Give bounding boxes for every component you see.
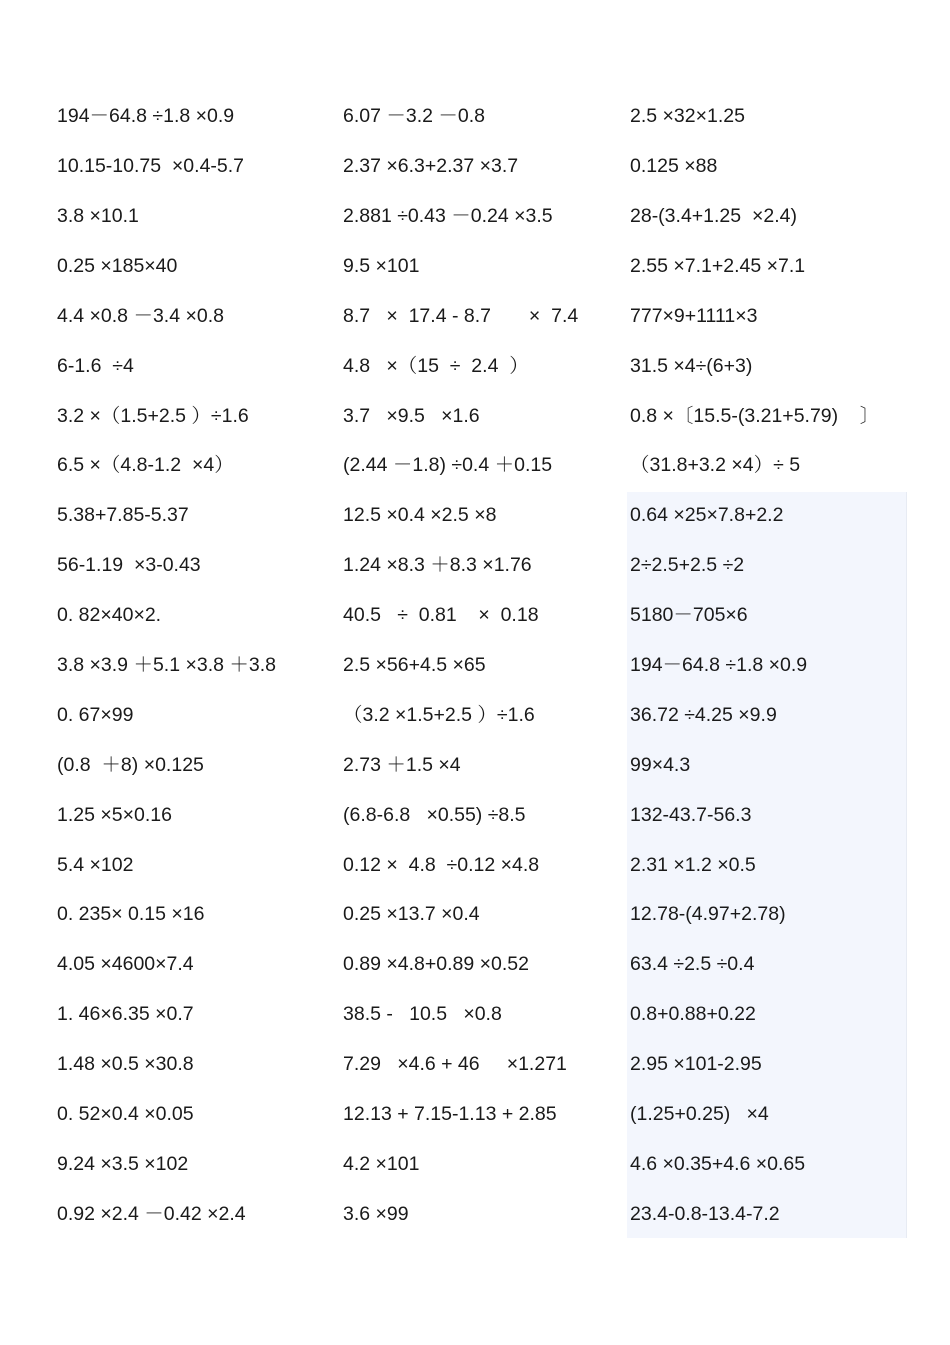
exercise-cell: 4.8 ×（15 ÷ 2.4 ） <box>343 354 529 377</box>
exercise-cell: （31.8+3.2 ×4）÷ 5 <box>630 454 801 477</box>
exercise-cell: 4.6 ×0.35+4.6 ×0.65 <box>630 1152 806 1175</box>
exercise-cell: 3.8 ×10.1 <box>57 204 139 227</box>
exercise-cell: 31.5 ×4÷(6+3) <box>630 354 753 377</box>
exercise-cell: 12.78-(4.97+2.78) <box>630 903 786 926</box>
exercise-cell: 2.73 ＋1.5 ×4 <box>343 753 461 776</box>
exercise-cell: 40.5 ÷ 0.81 × 0.18 <box>343 604 539 627</box>
exercise-cell: 2.5 ×32×1.25 <box>630 105 745 128</box>
exercise-cell: 6.5 ×（4.8-1.2 ×4） <box>57 454 234 477</box>
exercise-cell: 0.25 ×13.7 ×0.4 <box>343 903 480 926</box>
exercise-cell: 194－64.8 ÷1.8 ×0.9 <box>57 105 235 128</box>
exercise-cell: 28-(3.4+1.25 ×2.4) <box>630 204 797 227</box>
exercise-grid <box>57 92 917 1239</box>
exercise-cell: 1. 46×6.35 ×0.7 <box>57 1003 194 1026</box>
exercise-cell: 2.37 ×6.3+2.37 ×3.7 <box>343 155 519 178</box>
exercise-cell: （3.2 ×1.5+2.5 ）÷1.6 <box>343 703 535 726</box>
exercise-cell: 1.24 ×8.3 ＋8.3 ×1.76 <box>343 554 532 577</box>
exercise-cell: 8.7 × 17.4 - 8.7 × 7.4 <box>343 304 579 327</box>
exercise-cell: 0.8+0.88+0.22 <box>630 1003 756 1026</box>
exercise-cell: 132-43.7-56.3 <box>630 803 752 826</box>
exercise-cell: 12.13 + 7.15-1.13 + 2.85 <box>343 1103 557 1125</box>
exercise-cell: 38.5 - 10.5 ×0.8 <box>343 1003 502 1026</box>
exercise-cell: 0. 235× 0.15 ×16 <box>57 903 205 926</box>
exercise-cell: 0.92 ×2.4 －0.42 ×2.4 <box>57 1202 246 1225</box>
exercise-cell: 10.15-10.75 ×0.4-5.7 <box>57 155 245 178</box>
exercise-cell: 0.64 ×25×7.8+2.2 <box>630 504 784 527</box>
exercise-cell: 56-1.19 ×3-0.43 <box>57 554 201 577</box>
exercise-cell: 0.25 ×185×40 <box>57 254 178 277</box>
exercise-cell: 7.29 ×4.6 + 46 ×1.271 <box>343 1053 567 1076</box>
exercise-cell: 6-1.6 ÷4 <box>57 354 134 377</box>
exercise-cell: 4.4 ×0.8 －3.4 ×0.8 <box>57 304 224 327</box>
exercise-cell: 0. 82×40×2. <box>57 604 162 627</box>
exercise-cell: (0.8 ＋8) ×0.125 <box>57 753 204 776</box>
exercise-cell: 0. 52×0.4 ×0.05 <box>57 1103 194 1125</box>
exercise-cell: 3.8 ×3.9 ＋5.1 ×3.8 ＋3.8 <box>57 653 276 676</box>
exercise-cell: 9.24 ×3.5 ×102 <box>57 1152 189 1175</box>
exercise-cell: 2÷2.5+2.5 ÷2 <box>630 554 745 577</box>
exercise-cell: 0. 67×99 <box>57 703 134 726</box>
exercise-cell: 0.12 × 4.8 ÷0.12 ×4.8 <box>343 853 540 876</box>
exercise-cell: 1.48 ×0.5 ×30.8 <box>57 1053 194 1076</box>
exercise-cell: 6.07 －3.2 －0.8 <box>343 105 486 128</box>
exercise-cell: 194－64.8 ÷1.8 ×0.9 <box>630 653 808 676</box>
exercise-cell: 5180－705×6 <box>630 604 748 627</box>
exercise-cell: 9.5 ×101 <box>343 254 420 277</box>
exercise-cell: (1.25+0.25) ×4 <box>630 1103 769 1125</box>
exercise-cell: 2.95 ×101-2.95 <box>630 1053 762 1076</box>
exercise-cell: 0.8 ×〔15.5-(3.21+5.79) 〕 <box>630 404 880 427</box>
exercise-cell: (2.44 －1.8) ÷0.4 ＋0.15 <box>343 454 553 477</box>
exercise-cell: 5.4 ×102 <box>57 853 134 876</box>
exercise-cell: 99×4.3 <box>630 753 691 776</box>
exercise-cell: 2.55 ×7.1+2.45 ×7.1 <box>630 254 806 277</box>
exercise-cell: (6.8-6.8 ×0.55) ÷8.5 <box>343 803 526 826</box>
exercise-cell: 2.881 ÷0.43 －0.24 ×3.5 <box>343 204 553 227</box>
exercise-cell: 0.125 ×88 <box>630 155 718 178</box>
exercise-cell: 0.89 ×4.8+0.89 ×0.52 <box>343 953 529 976</box>
exercise-cell: 3.2 ×（1.5+2.5 ）÷1.6 <box>57 404 249 427</box>
exercise-cell: 5.38+7.85-5.37 <box>57 504 189 527</box>
exercise-cell: 23.4-0.8-13.4-7.2 <box>630 1202 780 1225</box>
exercise-cell: 3.7 ×9.5 ×1.6 <box>343 404 480 427</box>
exercise-cell: 63.4 ÷2.5 ÷0.4 <box>630 953 755 976</box>
exercise-cell: 777×9+1111×3 <box>630 304 758 327</box>
exercise-cell: 2.31 ×1.2 ×0.5 <box>630 853 756 876</box>
exercise-cell: 4.2 ×101 <box>343 1152 420 1175</box>
exercise-cell: 1.25 ×5×0.16 <box>57 803 172 826</box>
exercise-cell: 36.72 ÷4.25 ×9.9 <box>630 703 777 726</box>
exercise-cell: 4.05 ×4600×7.4 <box>57 953 194 976</box>
exercise-cell: 12.5 ×0.4 ×2.5 ×8 <box>343 504 497 527</box>
exercise-cell: 3.6 ×99 <box>343 1202 409 1225</box>
exercise-cell: 2.5 ×56+4.5 ×65 <box>343 653 486 676</box>
